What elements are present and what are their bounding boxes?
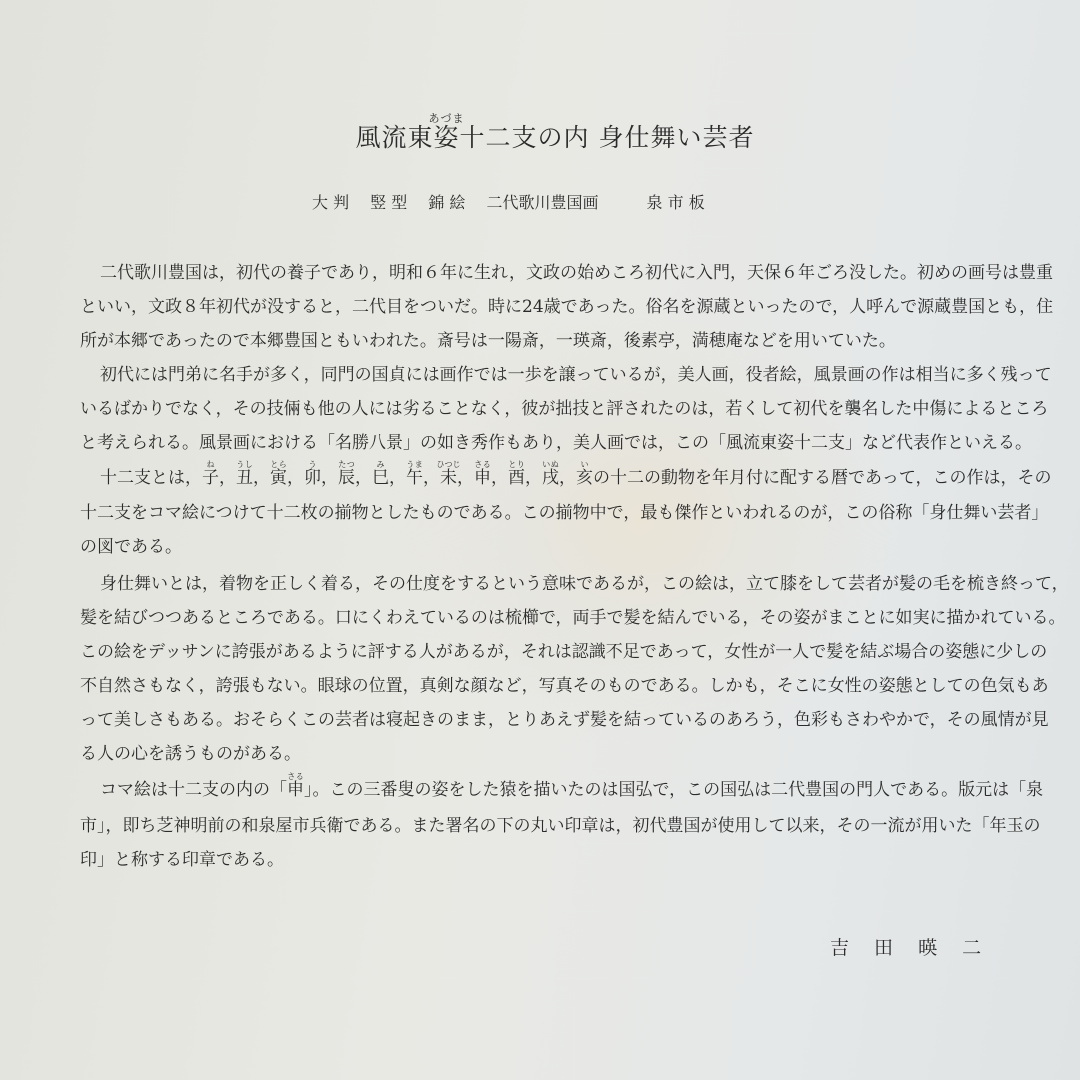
author-name: 吉 田 暎 二 <box>830 937 982 959</box>
title-ruby: 姿あづま <box>428 112 465 152</box>
text-line: この絵をデッサンに誇張があるように評する人があるが，それは認識不足であって，女性が一人で髪を結ぶ場合の姿態に少しの <box>80 642 1048 662</box>
text-line: 髪を結びつつあるところである。口にくわえているのは梳櫛で，両手で髪を結んでいる，その姿がまことに如実に描かれている。 <box>80 608 1066 628</box>
text-line: 初代には門弟に名手が多く，同門の国貞には画作では一歩を譲っているが，美人画，役者絵，風景画の作は相当に多く残って <box>100 365 1052 385</box>
text-line: る人の心を誘うものがある。 <box>80 744 301 764</box>
text-line: 不自然さもなく，誇張もない。眼球の位置，真剣な顔など，写真そのものである。しかも，そこに女性の姿態としての色気もあ <box>80 676 1049 696</box>
text-line: 十二支をコマ絵につけて十二枚の揃物としたものである。この揃物中で，最も傑作といわれるのが，この俗称「身仕舞い芸者」 <box>80 503 1049 523</box>
zodiac-sign: 卯う <box>304 460 321 488</box>
text-line: 二代歌川豊国は，初代の養子であり，明和６年に生れ，文政の始めころ初代に入門，天保６年ごろ没した。初めの画号は豊重 <box>100 263 1054 283</box>
text-line: いるばかりでなく，その技倆も他の人には劣ることなく，彼が拙技と評されたのは，若くして初代を襲名した中傷によるところ <box>80 399 1049 419</box>
zodiac-sign: 酉とり <box>508 460 525 488</box>
text-line: といい，文政８年初代が没すると，二代目をついだ。時に24歳であった。俗名を源蔵といったので，人呼んで源蔵豊国とも，住 <box>80 297 1054 317</box>
subtitle: 大 判 竪 型 錦 絵 二代歌川豊国画 泉 市 板 <box>312 193 705 212</box>
title-part: 風流東 <box>355 123 434 152</box>
zodiac-sign: 子ね <box>202 460 219 488</box>
zodiac-sign: 午うま <box>406 460 423 488</box>
page-title <box>0 112 1080 154</box>
text-line: の図である。 <box>80 537 182 557</box>
zodiac-sign: 丑うし <box>236 460 253 488</box>
zodiac-sign: 未ひつじ <box>436 460 461 488</box>
title-part: 十二支の内 身仕舞い芸者 <box>459 123 755 152</box>
zodiac-sign: 寅とら <box>270 460 287 488</box>
text-line: 身仕舞いとは，着物を正しく着る，その仕度をするという意味であるが，この絵は，立て膝をして芸者が髪の毛を梳き終って， <box>100 574 1069 594</box>
text-line: 市」，即ち芝神明前の和泉屋市兵衛である。また署名の下の丸い印章は，初代豊国が使用して以来，その一流が用いた「年玉の <box>80 816 1041 836</box>
zodiac-sign: 戌いぬ <box>542 460 559 488</box>
text-line: コマ絵は十二支の内の「申さる」。この三番叟の姿をした猿を描いたのは国弘で，この国弘は二代豊国の門人である。版元は「泉 <box>100 772 1044 800</box>
text-line: って美しさもある。おそらくこの芸者は寝起きのまま，とりあえず髪を結っているのあろう，色彩もさわやかで，その風情が見 <box>80 710 1049 730</box>
zodiac-sign: 申さる <box>474 460 491 488</box>
zodiac-sign: 辰たつ <box>338 460 355 488</box>
text-line: と考えられる。風景画における「名勝八景」の如き秀作もあり，美人画では，この「風流東姿十二支」など代表作といえる。 <box>80 433 1032 453</box>
text-line: 印」と称する印章である。 <box>80 850 284 870</box>
text-line: 所が本郷であったので本郷豊国ともいわれた。斎号は一陽斎，一瑛斎，後素亭，満穂庵などを用いていた。 <box>80 331 896 351</box>
zodiac-sign: 亥い <box>576 460 593 488</box>
zodiac-sign: 巳み <box>372 460 389 488</box>
zodiac-line: 十二支とは，子ね，丑うし，寅とら，卯う，辰たつ，巳み，午うま，未ひつじ，申さる，酉とり，戌いぬ，亥いの十二の動物を年月付に配する暦であって，この作は，その <box>100 460 1052 488</box>
